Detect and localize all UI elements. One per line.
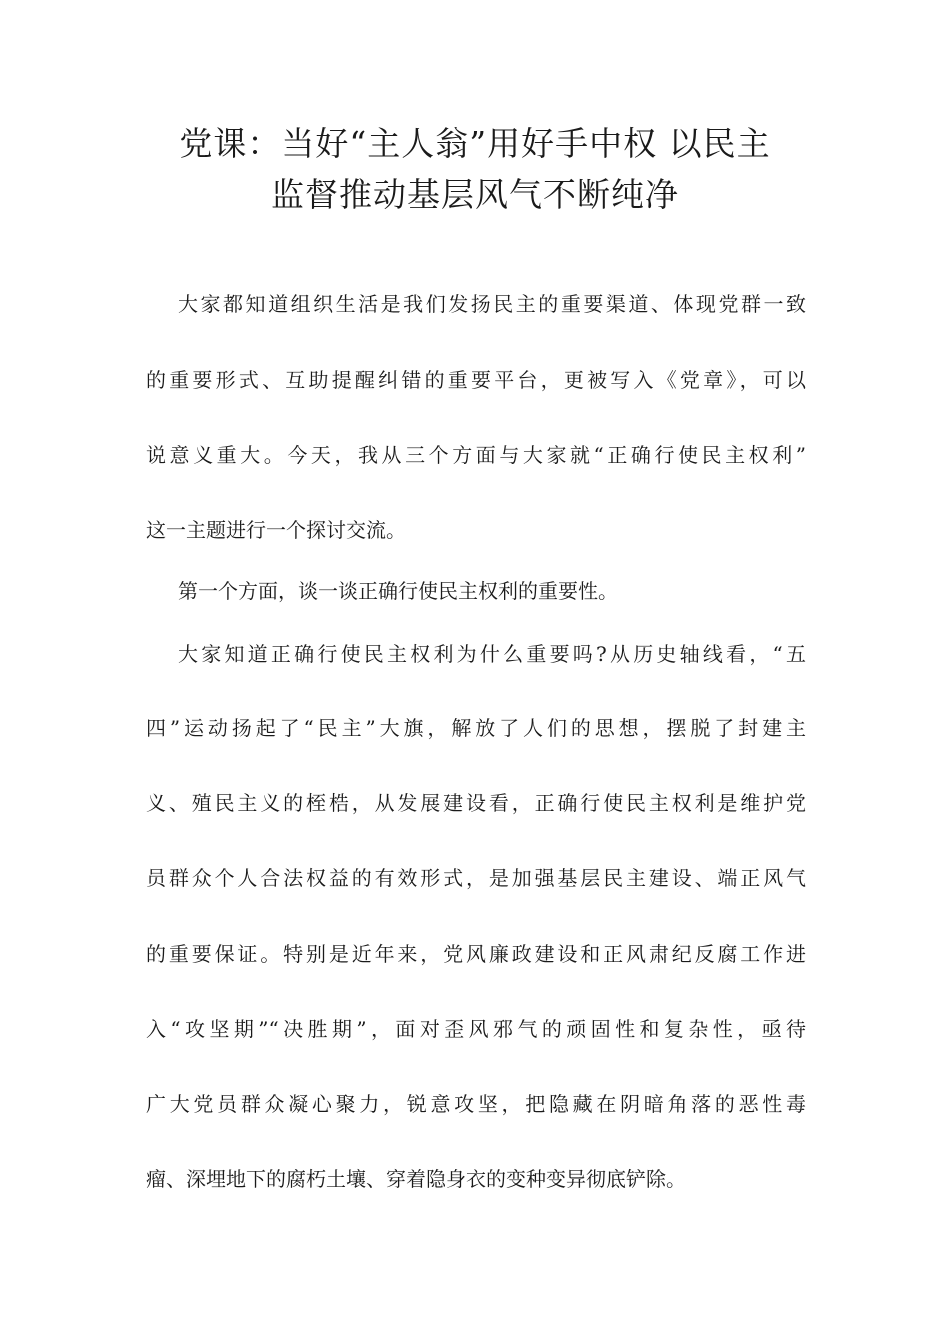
paragraph-2-line-1: 第一个方面，谈一谈正确行使民主权利的重要性。 [178,579,618,603]
paragraph-3-line-1: 大家知道正确行使民主权利为什么重要吗?从历史轴线看，“五 [178,642,806,666]
document-title-line-1: 党课：当好“主人翁”用好手中权 以民主 [179,124,771,163]
paragraph-1-line-4: 这一主题进行一个探讨交流。 [146,518,406,542]
paragraph-3-line-5: 的重要保证。特别是近年来，党风廉政建设和正风肃纪反腐工作进 [146,942,806,966]
paragraph-1-line-1: 大家都知道组织生活是我们发扬民主的重要渠道、体现党群一致 [178,292,806,316]
paragraph-1-line-3: 说意义重大。今天，我从三个方面与大家就“正确行使民主权利” [146,443,806,467]
paragraph-3-line-6: 入“攻坚期”“决胜期”，面对歪风邪气的顽固性和复杂性，亟待 [146,1017,806,1041]
paragraph-3-line-7: 广大党员群众凝心聚力，锐意攻坚，把隐藏在阴暗角落的恶性毒 [146,1092,806,1116]
document-title-line-2: 监督推动基层风气不断纯净 [271,175,679,214]
paragraph-1-line-2: 的重要形式、互助提醒纠错的重要平台，更被写入《党章》，可以 [146,368,806,392]
paragraph-3-line-3: 义、殖民主义的桎梏，从发展建设看，正确行使民主权利是维护党 [146,791,806,815]
paragraph-3-line-2: 四”运动扬起了“民主”大旗，解放了人们的思想，摆脱了封建主 [146,716,806,740]
paragraph-3-line-8: 瘤、深埋地下的腐朽土壤、穿着隐身衣的变种变异彻底铲除。 [146,1167,686,1191]
paragraph-3-line-4: 员群众个人合法权益的有效形式，是加强基层民主建设、端正风气 [146,866,806,890]
